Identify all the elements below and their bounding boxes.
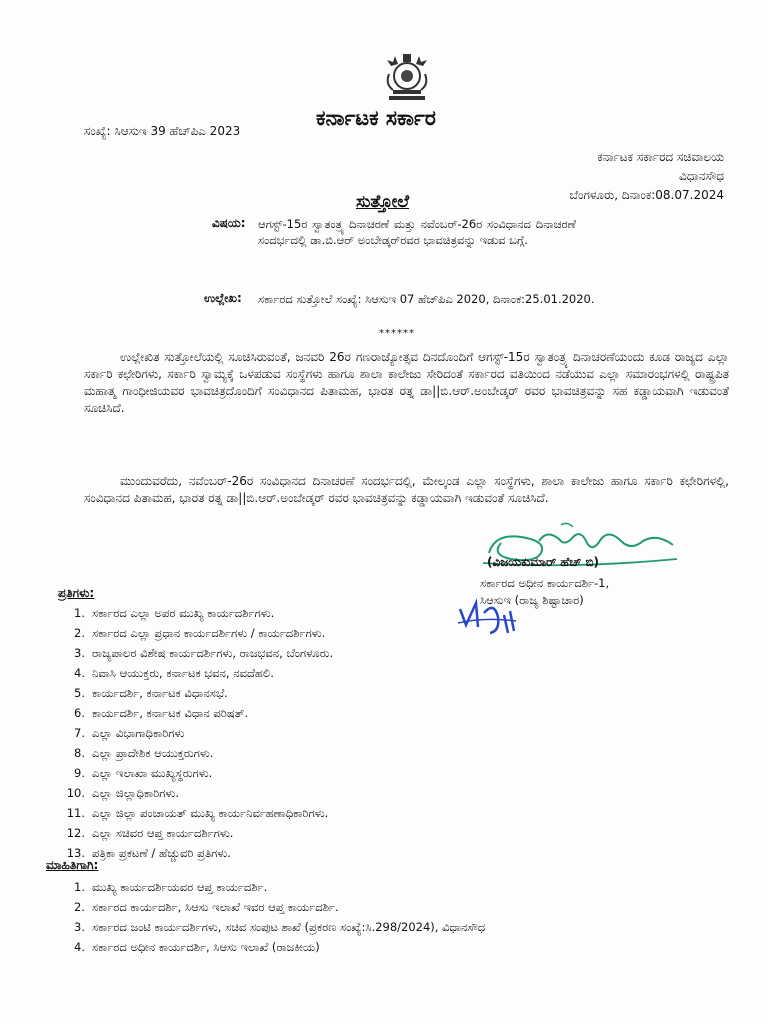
list-item-text: ಸರ್ಕಾರದ ಎಲ್ಲಾ ಅಪರ ಮುಖ್ಯ ಕಾರ್ಯದರ್ಶಿಗಳು. <box>92 606 275 620</box>
copies-list-item <box>58 723 333 743</box>
signatory-name: (ವಿಜಯಕುಮಾರ್ ಹೆಚ್ ಬಿ) <box>487 555 600 569</box>
list-item-text: ಎಲ್ಲಾ ವಿಭಾಗಾಧಿಕಾರಿಗಳು <box>92 726 185 740</box>
body-paragraph-1: ಉಲ್ಲೇಖಿತ ಸುತ್ತೋಲೆಯಲ್ಲಿ ಸೂಚಿಸಿರುವಂತೆ, ಜನವರಿ 26ರ ಗಣರಾಜ್ಯೋತ್ಸವ ದಿನದೊಂದಿಗೆ ಆಗಸ್ಟ್-15ರ ಸ್ವಾತಂತ್ರ್ಯ ದಿನಾಚರಣೆಯಂದು ಕೂಡ ರಾಜ್ಯದ ಎಲ್ಲಾ ಸರ್ಕಾರಿ ಕಛೇರಿಗಳು, ಸರ್ಕಾರಿ ಸ್ವಾಮ್ಯಕ್ಕೆ ಒಳಪಡುವ ಸಂಸ್ಥೆಗಳು ಹಾಗೂ ಶಾಲಾ ಕಾಲೇಜು ಸೇರಿದಂತೆ ಸರ್ಕಾರದ ವತಿಯಿಂದ ನಡೆಯುವ ಎಲ್ಲಾ ಸಮಾರಂಭಗಳಲ್ಲಿ ರಾಷ್ಟ್ರಪಿತ ಮಹಾತ್ಮ ಗಾಂಧೀಜಿಯವರ ಭಾವಚಿತ್ರದೊಂದಿಗೆ ಸಂವಿಧಾನದ ಪಿತಾಮಹ, ಭಾರತ ರತ್ನ ಡಾ||ಬಿ.ಆರ್.ಅಂಬೇಡ್ಕರ್ ರವರ ಭಾವಚಿತ್ರವನ್ನು ಸಹ ಕಡ್ಡಾಯವಾಗಿ ಇಡುವಂತೆ ಸೂಚಿಸಿದೆ. <box>84 350 729 415</box>
list-item-text: ಎಲ್ಲಾ ಇಲಾಖಾ ಮುಖ್ಯಸ್ಥರುಗಳು. <box>92 766 213 780</box>
reference-text: ಸರ್ಕಾರದ ಸುತ್ತೋಲೆ ಸಂಖ್ಯೆ: ಸಿಆಸುಇ 07 ಹೆಚ್‌ಪಿಎ 2020, ದಿನಾಂಕ:25.01.2020. <box>258 292 595 306</box>
copies-label: ಪ್ರತಿಗಳು: <box>58 586 95 600</box>
designation-line: ಸಿಆಸುಇ (ರಾಜ್ಯ ಶಿಷ್ಟಾಚಾರ) <box>480 593 584 607</box>
list-item-text: ಎಲ್ಲಾ ಸಚಿವರ ಆಪ್ತ ಕಾರ್ಯದರ್ಶಿಗಳು. <box>92 826 234 840</box>
copies-list-item <box>58 783 333 803</box>
list-item-number: 10. <box>66 786 85 800</box>
reference-number: ಸಂಖ್ಯೆ: ಸಿಆಸುಇ 39 ಹೆಚ್‌ಪಿಎ 2023 <box>84 124 241 138</box>
list-item-number: 7. <box>74 726 85 740</box>
copies-list-item <box>58 623 333 643</box>
copies-list-item <box>58 823 333 843</box>
copies-list-item <box>58 743 333 763</box>
list-item-text: ರಾಜ್ಯಪಾಲರ ವಿಶೇಷ ಕಾರ್ಯದರ್ಶಿಗಳು, ರಾಜಭವನ, ಬೆಂಗಳೂರು. <box>92 646 334 660</box>
list-item-number: 6. <box>74 706 85 720</box>
list-item-number: 2. <box>74 900 85 914</box>
list-item-text: ಸರ್ಕಾರದ ಅಧೀನ ಕಾರ್ಯದರ್ಶಿ, ಸಿಆಸು ಇಲಾಖೆ (ರಾಜಕೀಯ) <box>92 940 320 954</box>
information-list-item <box>58 897 485 917</box>
list-item-text: ಎಲ್ಲಾ ಜಿಲ್ಲಾ ಪಂಚಾಯತ್ ಮುಖ್ಯ ಕಾರ್ಯನಿರ್ವಹಣಾಧಿಕಾರಿಗಳು. <box>92 806 329 820</box>
list-item-number: 13. <box>66 846 85 860</box>
list-item-number: 2. <box>74 626 85 640</box>
information-list-item <box>58 937 485 957</box>
copies-list-item <box>58 703 333 723</box>
list-item-text: ನಿವಾಸಿ ಆಯುಕ್ತರು, ಕರ್ನಾಟಕ ಭವನ, ನವದೆಹಲಿ. <box>92 666 274 680</box>
office-date: ಬೆಂಗಳೂರು, ದಿನಾಂಕ:08.07.2024 <box>569 188 724 202</box>
reference-label: ಉಲ್ಲೇಖ: <box>204 291 242 305</box>
information-label: ಮಾಹಿತಿಗಾಗಿ: <box>46 858 99 872</box>
copies-list-item <box>58 803 333 823</box>
copies-list-item <box>58 843 333 863</box>
list-item-number: 12. <box>66 826 85 840</box>
list-item-text: ಕಾರ್ಯದರ್ಶಿ, ಕರ್ನಾಟಕ ವಿಧಾನಸಭೆ. <box>92 686 228 700</box>
list-item-text: ಸರ್ಕಾರದ ಕಾರ್ಯದರ್ಶಿ, ಸಿಆಸು ಇಲಾಖೆ ಇವರ ಆಪ್ತ ಕಾರ್ಯದರ್ಶಿ. <box>92 900 339 914</box>
copies-list-item <box>58 643 333 663</box>
copies-list-item <box>58 603 333 623</box>
subject-label: ವಿಷಯ: <box>212 216 246 230</box>
body-paragraph-2: ಮುಂದುವರೆದು, ನವೆಂಬರ್-26ರ ಸಂವಿಧಾನದ ದಿನಾಚರಣೆ ಸಂದರ್ಭದಲ್ಲಿ, ಮೇಲ್ಕಂಡ ಎಲ್ಲಾ ಸಂಸ್ಥೆಗಳು, ಶಾಲಾ ಕಾಲೇಜು ಹಾಗೂ ಸರ್ಕಾರಿ ಕಛೇರಿಗಳಲ್ಲಿ, ಸಂವಿಧಾನದ ಪಿತಾಮಹ, ಭಾರತ ರತ್ನ ಡಾ||ಬಿ.ಆರ್.ಅಂಬೇಡ್ಕರ್ ರವರ ಭಾವಚಿತ್ರವನ್ನು ಕಡ್ಡಾಯವಾಗಿ ಇಡುವಂತೆ ಸೂಚಿಸಿದೆ. <box>84 474 729 505</box>
initials-icon <box>454 597 518 639</box>
copies-list-item <box>58 763 333 783</box>
office-line: ಕರ್ನಾಟಕ ಸರ್ಕಾರದ ಸಚಿವಾಲಯ <box>597 150 724 164</box>
list-item-text: ಎಲ್ಲಾ ಪ್ರಾದೇಶಿಕ ಆಯುಕ್ತರುಗಳು. <box>92 746 214 760</box>
office-line: ವಿಧಾನಸೌಧ <box>679 169 724 183</box>
list-item-number: 3. <box>74 646 85 660</box>
information-list-item <box>58 877 485 897</box>
copies-list-item <box>58 663 333 683</box>
list-item-text: ಕಾರ್ಯದರ್ಶಿ, ಕರ್ನಾಟಕ ವಿಧಾನ ಪರಿಷತ್. <box>92 706 249 720</box>
list-item-number: 8. <box>74 746 85 760</box>
government-title: ಕರ್ನಾಟಕ ಸರ್ಕಾರ <box>316 106 436 130</box>
designation-line: ಸರ್ಕಾರದ ಅಧೀನ ಕಾರ್ಯದರ್ಶಿ-1, <box>480 576 610 590</box>
separator: ****** <box>379 328 415 339</box>
state-emblem-icon <box>383 52 431 102</box>
list-item-text: ಮುಖ್ಯ ಕಾರ್ಯದರ್ಶಿಯವರ ಆಪ್ತ ಕಾರ್ಯದರ್ಶಿ. <box>92 880 268 894</box>
information-list <box>58 877 485 957</box>
copies-list-item <box>58 683 333 703</box>
list-item-number: 4. <box>74 666 85 680</box>
list-item-number: 4. <box>74 940 85 954</box>
office-address <box>569 148 724 205</box>
list-item-text: ಸರ್ಕಾರದ ಜಂಟಿ ಕಾರ್ಯದರ್ಶಿಗಳು, ಸಚಿವ ಸಂಪುಟ ಶಾಖೆ (ಪ್ರಕರಣ ಸಂಖ್ಯೆ:ಸಿ.298/2024), ವಿಧಾನಸೌಧ <box>92 920 486 934</box>
information-list-item <box>58 917 485 937</box>
list-item-text: ಸರ್ಕಾರದ ಎಲ್ಲಾ ಪ್ರಧಾನ ಕಾರ್ಯದರ್ಶಿಗಳು / ಕಾರ್ಯದರ್ಶಿಗಳು. <box>92 626 326 640</box>
list-item-text: ಪತ್ರಿಕಾ ಪ್ರಕಟಣೆ / ಹೆಚ್ಚುವರಿ ಪ್ರತಿಗಳು. <box>92 846 231 860</box>
list-item-number: 1. <box>74 606 85 620</box>
list-item-number: 3. <box>74 920 85 934</box>
list-item-number: 11. <box>66 806 85 820</box>
copies-list <box>58 603 333 863</box>
list-item-number: 1. <box>74 880 85 894</box>
list-item-number: 5. <box>74 686 85 700</box>
list-item-text: ಎಲ್ಲಾ ಜಿಲ್ಲಾಧಿಕಾರಿಗಳು. <box>92 786 180 800</box>
list-item-number: 9. <box>74 766 85 780</box>
subject-text: ಆಗಸ್ಟ್-15ರ ಸ್ವಾತಂತ್ರ್ಯ ದಿನಾಚರಣೆ ಮತ್ತು ನವೆಂಬರ್-26ರ ಸಂವಿಧಾನದ ದಿನಾಚರಣೆ ಸಂದರ್ಭದಲ್ಲಿ ಡಾ.ಬಿ.ಆರ್ ಅಂಬೇಡ್ಕರ್‌ರವರ ಭಾವಚಿತ್ರವನ್ನು ಇಡುವ ಬಗ್ಗೆ. <box>258 217 576 247</box>
circular-title: ಸುತ್ತೋಲೆ <box>356 192 410 212</box>
